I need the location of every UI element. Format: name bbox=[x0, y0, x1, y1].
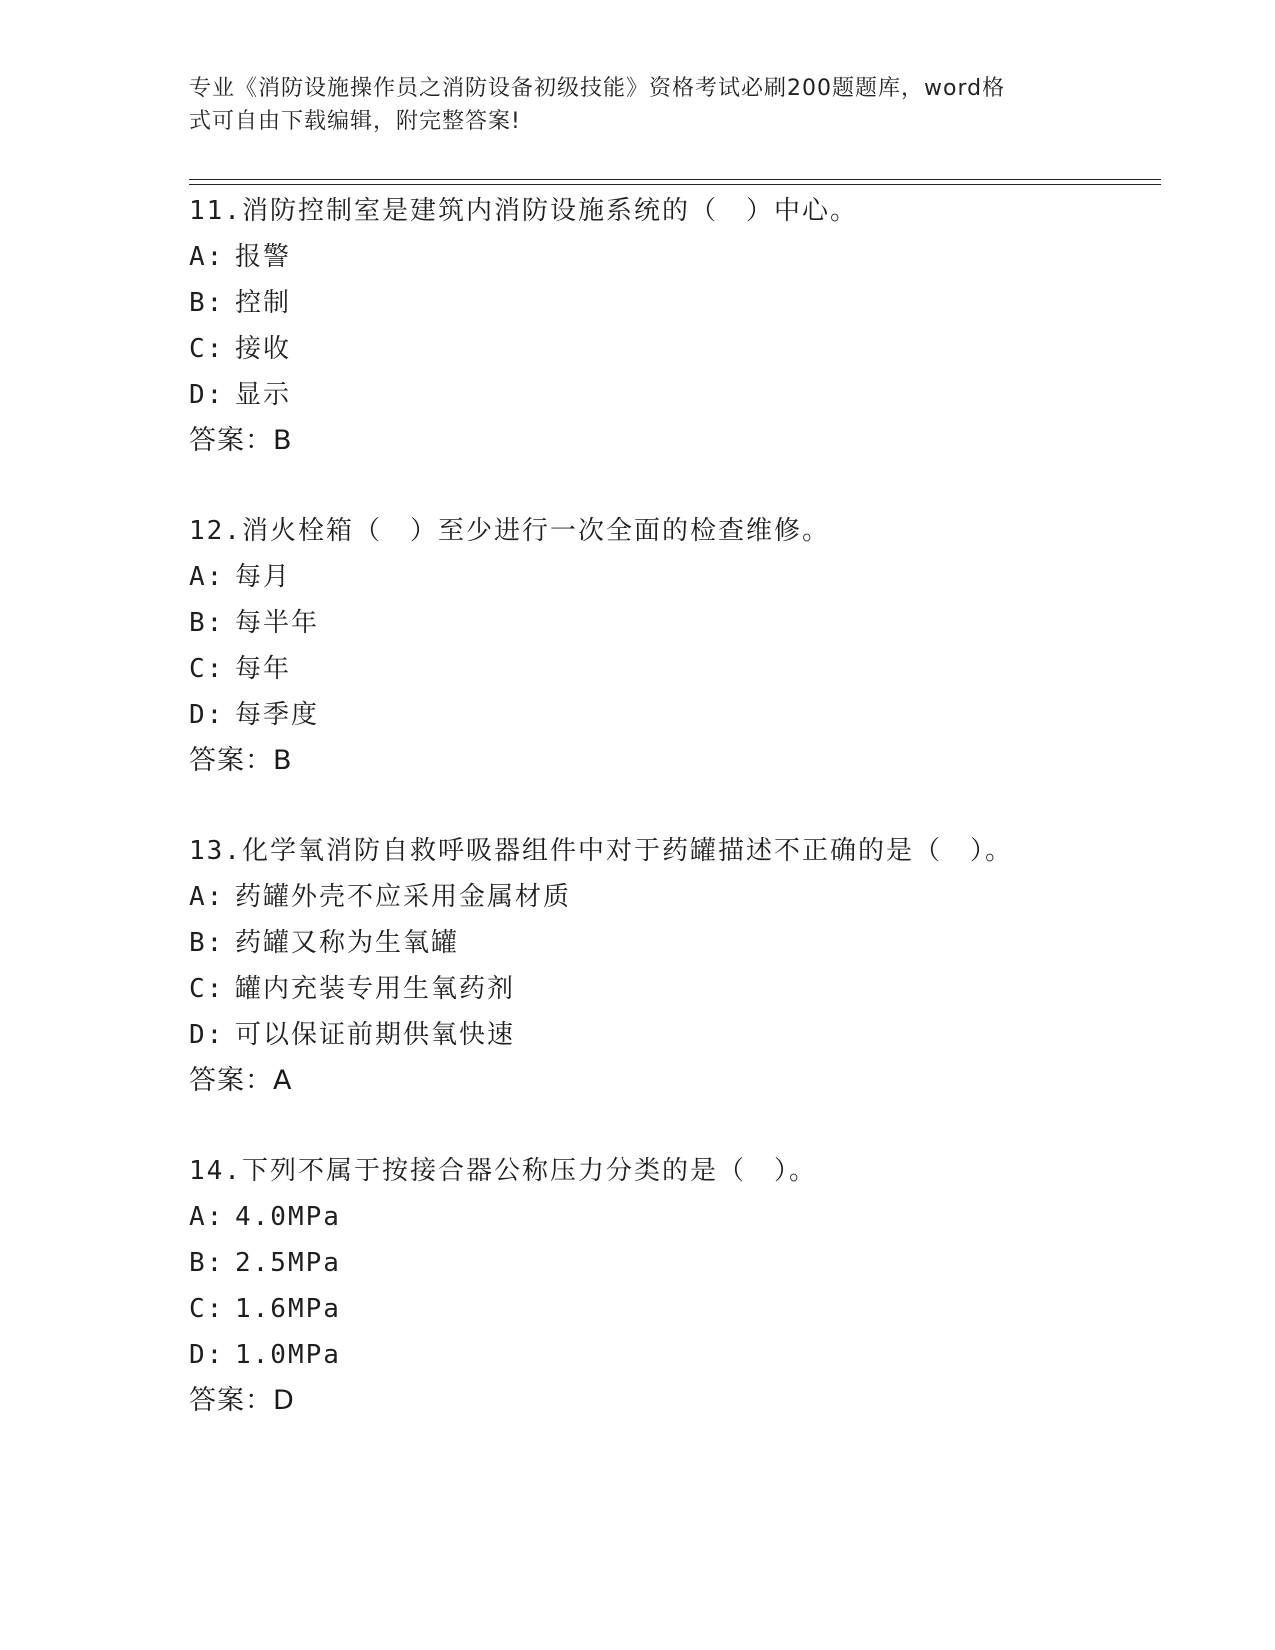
option-letter: D: bbox=[189, 1020, 225, 1050]
option-letter: C: bbox=[189, 974, 225, 1004]
option-text: 2.5MPa bbox=[235, 1248, 341, 1278]
option-b bbox=[189, 600, 1149, 646]
option-a bbox=[189, 234, 1149, 280]
option-text: 4.0MPa bbox=[235, 1202, 341, 1232]
option-c bbox=[189, 1286, 1149, 1332]
option-text: 1.6MPa bbox=[235, 1294, 341, 1324]
question-13 bbox=[189, 828, 1149, 1104]
option-text: 控制 bbox=[235, 288, 292, 318]
option-letter: C: bbox=[189, 1294, 225, 1324]
answer-line: 答案：A bbox=[189, 1065, 293, 1096]
option-letter: B: bbox=[189, 288, 225, 318]
option-a bbox=[189, 874, 1149, 920]
question-14 bbox=[189, 1148, 1149, 1424]
option-letter: B: bbox=[189, 608, 225, 638]
answer-line: 答案：B bbox=[189, 425, 293, 456]
option-text: 每半年 bbox=[235, 608, 320, 638]
option-text: 每月 bbox=[235, 562, 292, 592]
question-12 bbox=[189, 508, 1149, 784]
answer-line: 答案：D bbox=[189, 1385, 295, 1416]
option-letter: A: bbox=[189, 562, 225, 592]
question-stem: 13.化学氧消防自救呼吸器组件中对于药罐描述不正确的是（ ）。 bbox=[189, 836, 1013, 866]
option-text: 接收 bbox=[235, 334, 292, 364]
option-letter: A: bbox=[189, 882, 225, 912]
option-text: 每季度 bbox=[235, 700, 320, 730]
option-letter: B: bbox=[189, 1248, 225, 1278]
option-text: 药罐又称为生氧罐 bbox=[235, 928, 460, 958]
option-text: 可以保证前期供氧快速 bbox=[235, 1020, 516, 1050]
option-letter: B: bbox=[189, 928, 225, 958]
header-divider-bottom bbox=[189, 184, 1161, 185]
option-letter: C: bbox=[189, 654, 225, 684]
option-b bbox=[189, 280, 1149, 326]
document-header bbox=[189, 72, 1069, 138]
option-d bbox=[189, 372, 1149, 418]
option-letter: C: bbox=[189, 334, 225, 364]
option-text: 报警 bbox=[235, 242, 292, 272]
question-stem: 14.下列不属于按接合器公称压力分类的是（ ）。 bbox=[189, 1156, 817, 1186]
option-text: 1.0MPa bbox=[235, 1340, 341, 1370]
option-b bbox=[189, 920, 1149, 966]
option-d bbox=[189, 1012, 1149, 1058]
option-a bbox=[189, 554, 1149, 600]
option-letter: D: bbox=[189, 1340, 225, 1370]
header-line-1: 专业《消防设施操作员之消防设备初级技能》资格考试必刷200题题库，word格 bbox=[189, 76, 1006, 101]
option-letter: A: bbox=[189, 242, 225, 272]
option-c bbox=[189, 326, 1149, 372]
option-b bbox=[189, 1240, 1149, 1286]
option-a bbox=[189, 1194, 1149, 1240]
header-divider-top bbox=[189, 179, 1161, 180]
option-text: 药罐外壳不应采用金属材质 bbox=[235, 882, 572, 912]
option-c bbox=[189, 966, 1149, 1012]
header-line-2: 式可自由下载编辑，附完整答案! bbox=[189, 109, 521, 134]
option-text: 每年 bbox=[235, 654, 292, 684]
option-text: 罐内充装专用生氧药剂 bbox=[235, 974, 516, 1004]
answer-line: 答案：B bbox=[189, 745, 293, 776]
option-text: 显示 bbox=[235, 380, 292, 410]
question-stem: 12.消火栓箱（ ）至少进行一次全面的检查维修。 bbox=[189, 516, 830, 546]
option-d bbox=[189, 692, 1149, 738]
question-list bbox=[189, 188, 1149, 1468]
option-d bbox=[189, 1332, 1149, 1378]
option-letter: D: bbox=[189, 380, 225, 410]
option-c bbox=[189, 646, 1149, 692]
question-11 bbox=[189, 188, 1149, 464]
question-stem: 11.消防控制室是建筑内消防设施系统的（ ）中心。 bbox=[189, 196, 858, 226]
option-letter: A: bbox=[189, 1202, 225, 1232]
option-letter: D: bbox=[189, 700, 225, 730]
